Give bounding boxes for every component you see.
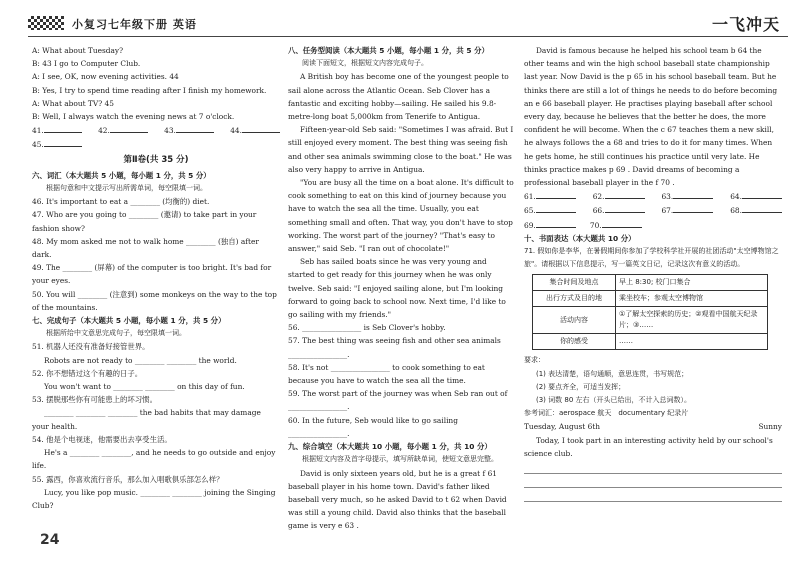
answer-blank[interactable]	[605, 189, 645, 199]
table-row	[533, 291, 768, 307]
question-item: 59. The worst part of the journey was when Seb ran out of ________________.	[288, 389, 508, 412]
section-instruction: 根据所给中文意思完成句子，每空限填一词。	[46, 329, 186, 338]
header-pattern-icon	[28, 16, 64, 30]
question-item: 60. In the future, Seb would like to go sailing ________________.	[288, 415, 458, 438]
question-item: 51. 机器人还没有准备好接管世界。	[32, 342, 150, 352]
question-item: 57. The best thing was seeing fish and other sea animals ________________.	[288, 336, 501, 359]
section-title: 十、书面表达（本大题共 10 分）	[524, 233, 636, 243]
answer-blank[interactable]	[605, 203, 645, 213]
diary-date: Tuesday, August 6th	[524, 422, 601, 432]
question-item: 47. Who are you going to ________ (邀请) to take part in your fashion show?	[32, 210, 257, 233]
answer-label: 65.	[524, 206, 536, 216]
answer-blank[interactable]	[44, 137, 82, 147]
requirement-item: (3) 词数 80 左右（开头已给出，不计入总词数）。	[536, 396, 691, 405]
question-item: 58. It's not ________________ to cook something to eat because you have to watch the sea all the time.	[288, 362, 485, 386]
passage-paragraph: "You are busy all the time on a boat alone. It's difficult to cook something to eat on this kind of journey because you have to watch the sea all the time. Usually, you eat something small and often. That way, you don't have to stop working. The worst part of the journey? "That's easy to answer," said Seb. "I ran out of chocolate!"	[288, 178, 514, 254]
table-row	[533, 334, 768, 350]
table-cell: 活动内容	[533, 307, 616, 334]
table-cell: ①了解太空探索的历史；②观看中国航天纪录片；③……	[616, 307, 768, 334]
answer-label: 64.	[730, 192, 742, 202]
answer-blank[interactable]	[602, 218, 642, 228]
writing-line[interactable]	[524, 460, 782, 474]
question-item: 49. The ________ (屏幕) of the computer is too bright. It's bad for your eyes.	[32, 263, 272, 286]
section-instruction: 根据句意和中文提示写出所需单词，每空限填一词。	[46, 184, 207, 193]
answer-blank[interactable]	[176, 123, 214, 133]
answer-label: 69.	[524, 220, 536, 230]
dialog-line: B: Yes, I try to spend time reading after I finish my homework.	[32, 85, 267, 95]
answer-label: 62.	[592, 192, 605, 202]
answer-row	[524, 189, 782, 203]
question-item: 56. ________________ is Seb Clover's hobby.	[288, 323, 446, 333]
question-item: 46. It's important to eat a ________ (均衡的) diet.	[32, 197, 210, 207]
answer-blank[interactable]	[742, 189, 782, 199]
question-item: Robots are not ready to ________ ________ the world.	[44, 355, 237, 365]
question-item: Lucy, you like pop music. ________ ________ joining the Singing Club?	[32, 487, 276, 510]
section-instruction: 阅读下面短文，根据短文内容完成句子。	[302, 59, 428, 68]
passage-paragraph: Fifteen-year-old Seb said: "Sometimes I was afraid. But I still enjoyed every moment. The best thing was seeing fish and other sea animals swimming close to the boat." He was also very happy to arrive in Antigua.	[288, 125, 514, 174]
question-item: 54. 他是个电视迷，他需要出去享受生活。	[32, 434, 172, 444]
answer-blank[interactable]	[673, 203, 713, 213]
table-cell: 乘坐校车；参观太空博物馆	[616, 291, 768, 307]
answer-label: 42.	[98, 126, 110, 136]
answer-label: 66.	[592, 206, 605, 216]
answer-label: 70.	[589, 220, 602, 230]
brand-logo: 一飞冲天	[711, 15, 780, 34]
answer-blank[interactable]	[242, 123, 280, 133]
question-item: ________ ________ ________ the bad habits that may damage your health.	[32, 408, 261, 431]
page-header	[28, 14, 788, 36]
header-title: 小复习七年级下册 英语	[72, 18, 197, 31]
passage-paragraph: A British boy has become one of the youngest people to sail alone across the Atlantic Ocean. Seb Clover has a fantastic and exciting hobby—sailing. He sailed his 9.8-metre-long boat 5,000km from Tenerife to Antigua.	[288, 72, 509, 122]
answer-label: 44.	[230, 126, 242, 136]
column-left	[32, 44, 280, 512]
writing-prompt: 71. 假如你是李华，在暑假期间你参加了学校科学社开展的社团活动"太空博物馆之旅"。请根据以下信息提示，写一篇英文日记，记录这次有意义的活动。	[524, 247, 779, 269]
dialog-line: A: What about TV? 45	[32, 98, 114, 108]
answer-label: 45.	[32, 140, 44, 150]
question-item: You won't want to ________ ________ on this day of fun.	[44, 382, 245, 392]
table-cell: 集合时间及地点	[533, 275, 616, 291]
answer-blank[interactable]	[536, 218, 576, 228]
table-cell: 你的感受	[533, 334, 616, 350]
answer-blank[interactable]	[742, 203, 782, 213]
requirement-item: (1) 表达清楚，语句通顺，意思连贯，书写规范；	[536, 369, 689, 378]
table-cell: 出行方式及目的地	[533, 291, 616, 307]
answer-row	[32, 123, 280, 137]
requirement-item: (2) 要点齐全，可适当发挥；	[536, 382, 626, 391]
vocab-hint: 参考词汇：aerospace 航天 documentary 纪录片	[524, 409, 689, 418]
answer-label: 61.	[524, 192, 536, 202]
section-instruction: 根据短文内容及首字母提示，填写所缺单词，使短文意思完整。	[302, 455, 498, 464]
answer-row	[32, 137, 280, 151]
answer-blank[interactable]	[44, 123, 82, 133]
section-title: 八、任务型阅读（本大题共 5 小题，每小题 1 分，共 5 分）	[288, 46, 489, 55]
question-item: He's a ________ ________, and he needs to go outside and enjoy life.	[32, 448, 276, 471]
answer-label: 67.	[661, 206, 674, 216]
writing-line[interactable]	[524, 488, 782, 502]
question-item: 53. 摆脱那些你有可能患上的坏习惯。	[32, 395, 157, 405]
answer-label: 41.	[32, 126, 44, 136]
answer-blank[interactable]	[110, 123, 148, 133]
answer-blank[interactable]	[673, 189, 713, 199]
question-item: 48. My mom asked me not to walk home ________ (独自) after dark.	[32, 236, 259, 260]
answer-label: 63.	[661, 192, 674, 202]
section-title: 七、完成句子（本大题共 5 小题，每小题 1 分，共 5 分）	[32, 316, 226, 326]
answer-label: 43.	[164, 126, 176, 136]
answer-row	[524, 218, 782, 232]
header-rule	[28, 36, 788, 37]
section-title: 六、词汇（本大题共 5 小题，每小题 1 分，共 5 分）	[32, 170, 211, 180]
activity-table	[532, 274, 768, 350]
diary-header	[524, 420, 782, 433]
diary-start: Today, I took part in an interesting activity held by our school's science club.	[524, 435, 773, 458]
column-right	[524, 44, 782, 502]
question-item: 55. 露西，你喜欢流行音乐，那么加入唱歌俱乐部怎么样？	[32, 474, 224, 484]
answer-blank[interactable]	[536, 203, 576, 213]
dialog-line: A: What about Tuesday?	[32, 46, 124, 55]
answer-label: 68.	[730, 206, 742, 216]
diary-weather: Sunny	[758, 422, 782, 432]
dialog-line: B: Well, I always watch the evening news at 7 o'clock.	[32, 112, 235, 122]
page-number: 24	[40, 532, 60, 548]
table-row	[533, 307, 768, 334]
passage-paragraph: David is only sixteen years old, but he is a great f 61 baseball player in his home town. David's father liked baseball very much, so he asked David to t 62 when David was still a young child. David also thinks that the baseball game is very e 63 .	[288, 468, 507, 531]
writing-line[interactable]	[524, 474, 782, 488]
table-cell: ……	[616, 334, 768, 350]
column-middle	[288, 44, 514, 533]
requirements-title: 要求：	[524, 356, 545, 365]
passage-paragraph: David is famous because he helped his school team b 64 the other teams and win the high school baseball state championship last year. Now David is the p 65 in his school baseball team. But he thinks there are still a lot of things he needs to do before becoming an e 66 baseball player. He practises playing baseball after school every day, because he believes that the better he does, the more confident he will become. When the c 67 teaches them a new skill, he always follows the a 68 and tries to do it for many times. When he gets home, he still continues his practice until very late. He thinks practice makes p 69 . David dreams of becoming a professional baseball player in the f 70 .	[524, 46, 778, 188]
question-item: 52. 你不想错过这个有趣的日子。	[32, 368, 143, 378]
passage-paragraph: Seb has sailed boats since he was very young and started to get ready for this journey when he was only twelve. Seb said: "I enjoyed sailing alone, but I'm looking forward to going back to school now. Next time, I'd like to go sailing with my friends."	[288, 257, 506, 320]
table-row	[533, 275, 768, 291]
dialog-line: B: 43 I go to Computer Club.	[32, 59, 141, 69]
table-cell: 早上 8:30; 校门口集合	[616, 275, 768, 291]
answer-blank[interactable]	[536, 189, 576, 199]
dialog-line: A: I see, OK, now evening activities. 44	[32, 72, 179, 82]
question-item: 50. You will ________ (注意到) some monkeys on the way to the top of the mountains.	[32, 289, 277, 312]
answer-row	[524, 203, 782, 217]
section-title: 九、综合填空（本大题共 10 小题，每小题 1 分，共 10 分）	[288, 442, 492, 452]
part-title: 第Ⅱ卷(共 35 分)	[123, 154, 189, 165]
